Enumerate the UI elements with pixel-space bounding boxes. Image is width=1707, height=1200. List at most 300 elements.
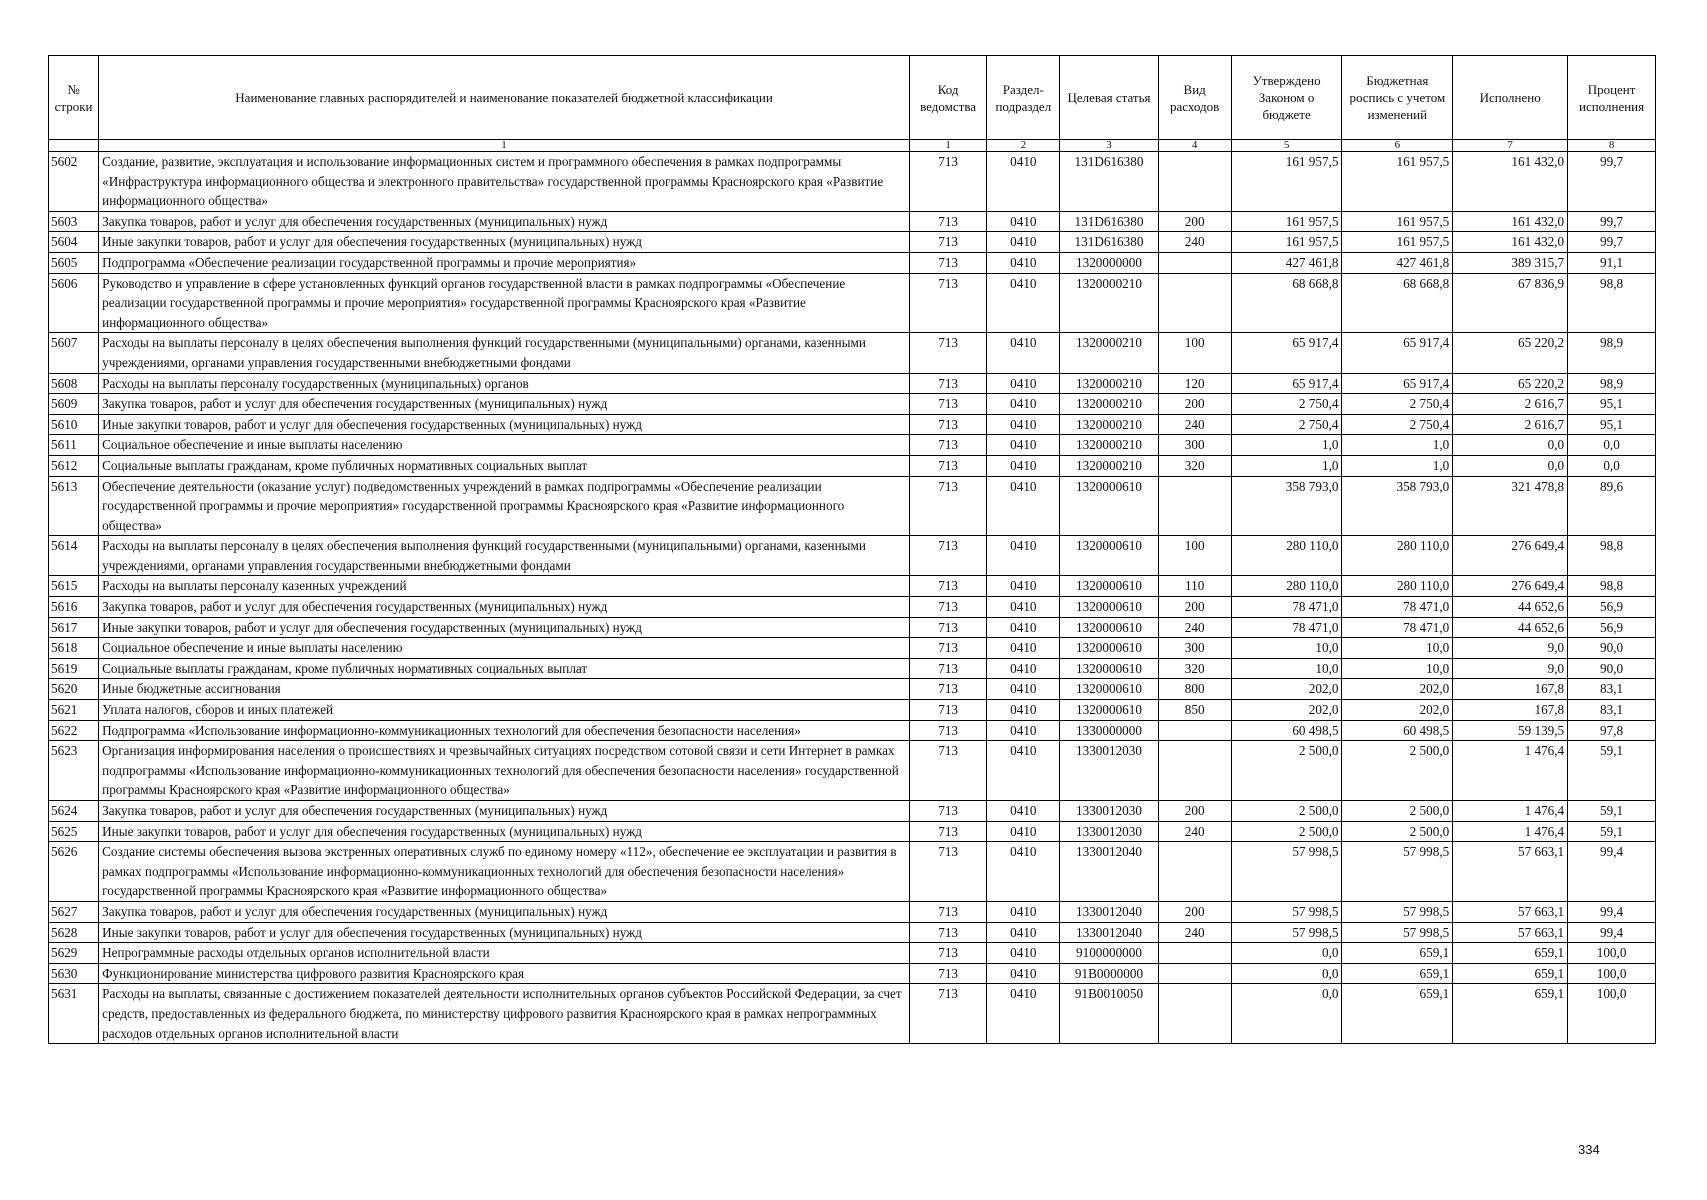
row-executed: 167,8: [1453, 679, 1568, 700]
row-number: 5619: [49, 658, 99, 679]
row-section: 0410: [987, 901, 1060, 922]
row-percent: 98,8: [1568, 273, 1656, 333]
row-expense-type: 100: [1158, 333, 1231, 373]
table-row: [49, 901, 1656, 922]
row-name: Создание, развитие, эксплуатация и использование информационных систем и программного обеспечения в рамках подпрограммы «Инфраструктура информационного общества и электронного правительства» государственной программы Красноярского края «Развитие информационного общества»: [99, 152, 910, 212]
row-budget: 1,0: [1342, 455, 1453, 476]
row-dept-code: 713: [909, 821, 986, 842]
row-target: 1320000210: [1060, 414, 1158, 435]
row-budget: 10,0: [1342, 638, 1453, 659]
row-name: Создание системы обеспечения вызова экстренных оперативных служб по единому номеру «112», обеспечение ее эксплуатации и развития в рамках подпрограммы «Использование информационно-коммуникационных технологий для обеспечения безопасности населения» государственной программы Красноярского края «Развитие информационного общества»: [99, 842, 910, 902]
row-section: 0410: [987, 333, 1060, 373]
row-approved: 2 750,4: [1231, 394, 1342, 415]
row-budget: 161 957,5: [1342, 152, 1453, 212]
row-name: Расходы на выплаты персоналу казенных учреждений: [99, 576, 910, 597]
row-executed: 9,0: [1453, 658, 1568, 679]
row-dept-code: 713: [909, 943, 986, 964]
row-section: 0410: [987, 252, 1060, 273]
row-name: Обеспечение деятельности (оказание услуг) подведомственных учреждений в рамках подпрограммы «Обеспечение реализации государственной программы и прочие мероприятия» государственной программы Красноярского края «Развитие информационного общества»: [99, 476, 910, 536]
table-row: [49, 333, 1656, 373]
row-target: 1320000610: [1060, 476, 1158, 536]
row-executed: 389 315,7: [1453, 252, 1568, 273]
row-percent: 100,0: [1568, 943, 1656, 964]
table-row: [49, 373, 1656, 394]
row-name: Непрограммные расходы отдельных органов исполнительной власти: [99, 943, 910, 964]
row-section: 0410: [987, 679, 1060, 700]
row-name: Расходы на выплаты персоналу в целях обеспечения выполнения функций государственными (муниципальными) органами, казенными учреждениями, органами управления государственными внебюджетными фондами: [99, 536, 910, 576]
table-row: [49, 273, 1656, 333]
table-row: [49, 638, 1656, 659]
row-expense-type: 240: [1158, 922, 1231, 943]
row-approved: 0,0: [1231, 984, 1342, 1044]
row-number: 5620: [49, 679, 99, 700]
row-number: 5624: [49, 801, 99, 822]
column-number: 6: [1342, 140, 1453, 152]
row-section: 0410: [987, 963, 1060, 984]
row-dept-code: 713: [909, 333, 986, 373]
row-section: 0410: [987, 597, 1060, 618]
table-row: [49, 700, 1656, 721]
row-executed: 0,0: [1453, 435, 1568, 456]
table-row: [49, 232, 1656, 253]
row-name: Иные закупки товаров, работ и услуг для обеспечения государственных (муниципальных) нужд: [99, 414, 910, 435]
table-row: [49, 679, 1656, 700]
row-percent: 0,0: [1568, 435, 1656, 456]
row-budget: 280 110,0: [1342, 536, 1453, 576]
row-percent: 59,1: [1568, 821, 1656, 842]
row-name: Функционирование министерства цифрового развития Красноярского края: [99, 963, 910, 984]
row-section: 0410: [987, 536, 1060, 576]
row-approved: 1,0: [1231, 455, 1342, 476]
row-percent: 100,0: [1568, 963, 1656, 984]
row-budget: 78 471,0: [1342, 617, 1453, 638]
row-dept-code: 713: [909, 842, 986, 902]
row-executed: 161 432,0: [1453, 211, 1568, 232]
row-executed: 65 220,2: [1453, 373, 1568, 394]
row-percent: 90,0: [1568, 638, 1656, 659]
row-dept-code: 713: [909, 597, 986, 618]
row-budget: 65 917,4: [1342, 373, 1453, 394]
column-number: 1: [99, 140, 910, 152]
row-budget: 10,0: [1342, 658, 1453, 679]
row-percent: 95,1: [1568, 394, 1656, 415]
row-executed: 659,1: [1453, 963, 1568, 984]
row-budget: 161 957,5: [1342, 211, 1453, 232]
column-number: 1: [909, 140, 986, 152]
row-target: 1330000000: [1060, 720, 1158, 741]
row-executed: 2 616,7: [1453, 414, 1568, 435]
row-executed: 1 476,4: [1453, 801, 1568, 822]
row-approved: 1,0: [1231, 435, 1342, 456]
row-dept-code: 713: [909, 252, 986, 273]
row-section: 0410: [987, 943, 1060, 964]
row-name: Руководство и управление в сфере установленных функций органов государственной власти в рамках подпрограммы «Обеспечение реализации государственной программы и прочие мероприятия» государственной программы Красноярского края «Развитие информационного общества»: [99, 273, 910, 333]
row-executed: 659,1: [1453, 984, 1568, 1044]
row-expense-type: 110: [1158, 576, 1231, 597]
row-section: 0410: [987, 801, 1060, 822]
row-approved: 202,0: [1231, 679, 1342, 700]
row-budget: 57 998,5: [1342, 842, 1453, 902]
row-expense-type: 320: [1158, 455, 1231, 476]
row-approved: 358 793,0: [1231, 476, 1342, 536]
row-expense-type: 200: [1158, 597, 1231, 618]
row-executed: 57 663,1: [1453, 842, 1568, 902]
row-name: Социальное обеспечение и иные выплаты населению: [99, 638, 910, 659]
row-approved: 280 110,0: [1231, 536, 1342, 576]
row-executed: 1 476,4: [1453, 821, 1568, 842]
row-name: Социальное обеспечение и иные выплаты населению: [99, 435, 910, 456]
row-expense-type: 240: [1158, 617, 1231, 638]
row-name: Организация информирования населения о происшествиях и чрезвычайных ситуациях посредством сотовой связи и сети Интернет в рамках подпрограммы «Использование информационно-коммуникационных технологий для обеспечения безопасности населения» государственной программы Красноярского края «Развитие информационного общества»: [99, 741, 910, 801]
header-row-no: № строки: [49, 56, 99, 140]
row-percent: 59,1: [1568, 741, 1656, 801]
row-budget: 659,1: [1342, 943, 1453, 964]
row-budget: 202,0: [1342, 679, 1453, 700]
row-section: 0410: [987, 821, 1060, 842]
row-section: 0410: [987, 373, 1060, 394]
row-budget: 65 917,4: [1342, 333, 1453, 373]
row-expense-type: 240: [1158, 232, 1231, 253]
row-percent: 97,8: [1568, 720, 1656, 741]
row-number: 5612: [49, 455, 99, 476]
row-dept-code: 713: [909, 700, 986, 721]
row-dept-code: 713: [909, 435, 986, 456]
column-number: 5: [1231, 140, 1342, 152]
row-name: Подпрограмма «Использование информационно-коммуникационных технологий для обеспечения безопасности населения»: [99, 720, 910, 741]
row-number: 5606: [49, 273, 99, 333]
row-number: 5618: [49, 638, 99, 659]
row-budget: 2 500,0: [1342, 801, 1453, 822]
row-section: 0410: [987, 700, 1060, 721]
row-approved: 2 500,0: [1231, 821, 1342, 842]
row-executed: 161 432,0: [1453, 152, 1568, 212]
table-row: [49, 414, 1656, 435]
row-dept-code: 713: [909, 152, 986, 212]
row-number: 5609: [49, 394, 99, 415]
row-name: Закупка товаров, работ и услуг для обеспечения государственных (муниципальных) нужд: [99, 394, 910, 415]
row-number: 5603: [49, 211, 99, 232]
row-percent: 90,0: [1568, 658, 1656, 679]
row-name: Социальные выплаты гражданам, кроме публичных нормативных социальных выплат: [99, 455, 910, 476]
row-dept-code: 713: [909, 576, 986, 597]
row-approved: 161 957,5: [1231, 152, 1342, 212]
row-number: 5617: [49, 617, 99, 638]
table-row: [49, 211, 1656, 232]
table-row: [49, 984, 1656, 1044]
row-dept-code: 713: [909, 741, 986, 801]
row-name: Уплата налогов, сборов и иных платежей: [99, 700, 910, 721]
row-percent: 91,1: [1568, 252, 1656, 273]
row-dept-code: 713: [909, 273, 986, 333]
row-section: 0410: [987, 476, 1060, 536]
row-dept-code: 713: [909, 476, 986, 536]
row-target: 1320000210: [1060, 373, 1158, 394]
column-number: 3: [1060, 140, 1158, 152]
row-name: Закупка товаров, работ и услуг для обеспечения государственных (муниципальных) нужд: [99, 901, 910, 922]
row-expense-type: 200: [1158, 211, 1231, 232]
row-percent: 89,6: [1568, 476, 1656, 536]
column-number: 2: [987, 140, 1060, 152]
row-approved: 68 668,8: [1231, 273, 1342, 333]
row-budget: 2 500,0: [1342, 821, 1453, 842]
column-number-empty: [49, 140, 99, 152]
row-dept-code: 713: [909, 963, 986, 984]
row-name: Подпрограмма «Обеспечение реализации государственной программы и прочие мероприятия»: [99, 252, 910, 273]
table-header: [49, 56, 1656, 152]
table-row: [49, 963, 1656, 984]
row-expense-type: 320: [1158, 658, 1231, 679]
row-name: Закупка товаров, работ и услуг для обеспечения государственных (муниципальных) нужд: [99, 597, 910, 618]
row-budget: 68 668,8: [1342, 273, 1453, 333]
row-target: 1320000210: [1060, 435, 1158, 456]
table-row: [49, 152, 1656, 212]
row-dept-code: 713: [909, 536, 986, 576]
row-target: 131D616380: [1060, 152, 1158, 212]
row-number: 5608: [49, 373, 99, 394]
row-target: 1320000610: [1060, 597, 1158, 618]
row-percent: 83,1: [1568, 679, 1656, 700]
row-budget: 57 998,5: [1342, 901, 1453, 922]
row-approved: 57 998,5: [1231, 922, 1342, 943]
header-name: Наименование главных распорядителей и наименование показателей бюджетной классификации: [99, 56, 910, 140]
row-expense-type: [1158, 720, 1231, 741]
row-dept-code: 713: [909, 211, 986, 232]
table-row: [49, 394, 1656, 415]
row-percent: 100,0: [1568, 984, 1656, 1044]
table-row: [49, 617, 1656, 638]
row-approved: 78 471,0: [1231, 597, 1342, 618]
table-row: [49, 922, 1656, 943]
row-expense-type: [1158, 273, 1231, 333]
table-row: [49, 455, 1656, 476]
budget-execution-table: [48, 55, 1656, 1044]
row-budget: 57 998,5: [1342, 922, 1453, 943]
row-executed: 67 836,9: [1453, 273, 1568, 333]
row-name: Иные закупки товаров, работ и услуг для обеспечения государственных (муниципальных) нужд: [99, 922, 910, 943]
row-budget: 2 750,4: [1342, 414, 1453, 435]
table-body: [49, 152, 1656, 1044]
row-executed: 1 476,4: [1453, 741, 1568, 801]
row-expense-type: [1158, 943, 1231, 964]
row-expense-type: 200: [1158, 801, 1231, 822]
row-section: 0410: [987, 984, 1060, 1044]
header-target: Целевая статья: [1060, 56, 1158, 140]
row-expense-type: [1158, 252, 1231, 273]
row-percent: 98,8: [1568, 536, 1656, 576]
table-row: [49, 943, 1656, 964]
row-section: 0410: [987, 576, 1060, 597]
row-percent: 98,9: [1568, 333, 1656, 373]
row-budget: 1,0: [1342, 435, 1453, 456]
row-expense-type: 120: [1158, 373, 1231, 394]
row-section: 0410: [987, 273, 1060, 333]
row-section: 0410: [987, 211, 1060, 232]
header-budget: Бюджетная роспись с учетом изменений: [1342, 56, 1453, 140]
row-target: 1330012040: [1060, 842, 1158, 902]
row-name: Социальные выплаты гражданам, кроме публичных нормативных социальных выплат: [99, 658, 910, 679]
row-expense-type: 300: [1158, 638, 1231, 659]
row-approved: 2 500,0: [1231, 801, 1342, 822]
row-approved: 10,0: [1231, 638, 1342, 659]
row-number: 5631: [49, 984, 99, 1044]
row-number: 5626: [49, 842, 99, 902]
row-percent: 0,0: [1568, 455, 1656, 476]
row-target: 1320000610: [1060, 617, 1158, 638]
row-budget: 202,0: [1342, 700, 1453, 721]
row-target: 1320000210: [1060, 273, 1158, 333]
row-name: Иные закупки товаров, работ и услуг для обеспечения государственных (муниципальных) нужд: [99, 232, 910, 253]
row-approved: 0,0: [1231, 943, 1342, 964]
table-row: [49, 476, 1656, 536]
row-budget: 2 750,4: [1342, 394, 1453, 415]
row-target: 1320000610: [1060, 638, 1158, 659]
row-target: 9100000000: [1060, 943, 1158, 964]
budget-sheet: [48, 55, 1656, 1044]
table-row: [49, 801, 1656, 822]
row-executed: 276 649,4: [1453, 576, 1568, 597]
row-executed: 65 220,2: [1453, 333, 1568, 373]
row-number: 5628: [49, 922, 99, 943]
row-name: Иные бюджетные ассигнования: [99, 679, 910, 700]
row-name: Иные закупки товаров, работ и услуг для обеспечения государственных (муниципальных) нужд: [99, 617, 910, 638]
row-dept-code: 713: [909, 232, 986, 253]
row-dept-code: 713: [909, 455, 986, 476]
header-expense-type: Вид расходов: [1158, 56, 1231, 140]
table-row: [49, 720, 1656, 741]
row-approved: 161 957,5: [1231, 232, 1342, 253]
row-percent: 99,4: [1568, 901, 1656, 922]
row-section: 0410: [987, 617, 1060, 638]
row-dept-code: 713: [909, 901, 986, 922]
row-approved: 10,0: [1231, 658, 1342, 679]
row-expense-type: 240: [1158, 821, 1231, 842]
row-section: 0410: [987, 658, 1060, 679]
table-row: [49, 597, 1656, 618]
row-number: 5602: [49, 152, 99, 212]
row-section: 0410: [987, 232, 1060, 253]
table-row: [49, 435, 1656, 456]
table-row: [49, 821, 1656, 842]
row-approved: 65 917,4: [1231, 373, 1342, 394]
row-target: 1320000610: [1060, 536, 1158, 576]
row-expense-type: 800: [1158, 679, 1231, 700]
row-number: 5623: [49, 741, 99, 801]
row-expense-type: 200: [1158, 901, 1231, 922]
row-dept-code: 713: [909, 679, 986, 700]
row-number: 5621: [49, 700, 99, 721]
row-expense-type: 200: [1158, 394, 1231, 415]
row-dept-code: 713: [909, 414, 986, 435]
row-section: 0410: [987, 414, 1060, 435]
row-executed: 2 616,7: [1453, 394, 1568, 415]
row-name: Закупка товаров, работ и услуг для обеспечения государственных (муниципальных) нужд: [99, 211, 910, 232]
row-approved: 78 471,0: [1231, 617, 1342, 638]
row-target: 1330012030: [1060, 801, 1158, 822]
row-target: 1320000610: [1060, 700, 1158, 721]
row-expense-type: 100: [1158, 536, 1231, 576]
row-number: 5615: [49, 576, 99, 597]
row-executed: 0,0: [1453, 455, 1568, 476]
row-approved: 65 917,4: [1231, 333, 1342, 373]
row-target: 1320000210: [1060, 394, 1158, 415]
row-budget: 2 500,0: [1342, 741, 1453, 801]
row-section: 0410: [987, 394, 1060, 415]
row-percent: 83,1: [1568, 700, 1656, 721]
row-dept-code: 713: [909, 373, 986, 394]
row-executed: 659,1: [1453, 943, 1568, 964]
row-section: 0410: [987, 435, 1060, 456]
row-number: 5614: [49, 536, 99, 576]
row-percent: 99,4: [1568, 922, 1656, 943]
row-target: 131D616380: [1060, 232, 1158, 253]
row-target: 91B0000000: [1060, 963, 1158, 984]
row-budget: 659,1: [1342, 984, 1453, 1044]
row-name: Расходы на выплаты персоналу государственных (муниципальных) органов: [99, 373, 910, 394]
row-target: 1330012040: [1060, 901, 1158, 922]
header-dept-code: Код ведомства: [909, 56, 986, 140]
table-row: [49, 576, 1656, 597]
row-target: 1320000000: [1060, 252, 1158, 273]
row-budget: 427 461,8: [1342, 252, 1453, 273]
row-target: 1320000610: [1060, 576, 1158, 597]
row-section: 0410: [987, 720, 1060, 741]
row-expense-type: [1158, 842, 1231, 902]
row-number: 5630: [49, 963, 99, 984]
row-percent: 99,7: [1568, 152, 1656, 212]
row-executed: 276 649,4: [1453, 536, 1568, 576]
column-number: 8: [1568, 140, 1656, 152]
table-row: [49, 252, 1656, 273]
row-percent: 56,9: [1568, 597, 1656, 618]
row-approved: 161 957,5: [1231, 211, 1342, 232]
row-dept-code: 713: [909, 984, 986, 1044]
row-dept-code: 713: [909, 394, 986, 415]
column-number: 4: [1158, 140, 1231, 152]
row-target: 1330012030: [1060, 741, 1158, 801]
header-approved: Утверждено Законом о бюджете: [1231, 56, 1342, 140]
row-executed: 321 478,8: [1453, 476, 1568, 536]
row-section: 0410: [987, 741, 1060, 801]
row-percent: 99,7: [1568, 232, 1656, 253]
row-dept-code: 713: [909, 801, 986, 822]
row-dept-code: 713: [909, 658, 986, 679]
row-executed: 9,0: [1453, 638, 1568, 659]
row-budget: 358 793,0: [1342, 476, 1453, 536]
row-approved: 202,0: [1231, 700, 1342, 721]
row-executed: 161 432,0: [1453, 232, 1568, 253]
row-expense-type: [1158, 984, 1231, 1044]
row-executed: 44 652,6: [1453, 597, 1568, 618]
row-target: 91B0010050: [1060, 984, 1158, 1044]
row-section: 0410: [987, 455, 1060, 476]
row-executed: 57 663,1: [1453, 901, 1568, 922]
row-target: 1320000210: [1060, 333, 1158, 373]
row-executed: 167,8: [1453, 700, 1568, 721]
row-budget: 78 471,0: [1342, 597, 1453, 618]
row-percent: 56,9: [1568, 617, 1656, 638]
table-row: [49, 842, 1656, 902]
row-target: 1320000210: [1060, 455, 1158, 476]
row-expense-type: 300: [1158, 435, 1231, 456]
column-number: 7: [1453, 140, 1568, 152]
row-name: Расходы на выплаты персоналу в целях обеспечения выполнения функций государственными (муниципальными) органами, казенными учреждениями, органами управления государственными внебюджетными фондами: [99, 333, 910, 373]
row-expense-type: [1158, 963, 1231, 984]
row-target: 1320000610: [1060, 658, 1158, 679]
row-approved: 2 500,0: [1231, 741, 1342, 801]
row-budget: 659,1: [1342, 963, 1453, 984]
row-dept-code: 713: [909, 720, 986, 741]
row-name: Иные закупки товаров, работ и услуг для обеспечения государственных (муниципальных) нужд: [99, 821, 910, 842]
